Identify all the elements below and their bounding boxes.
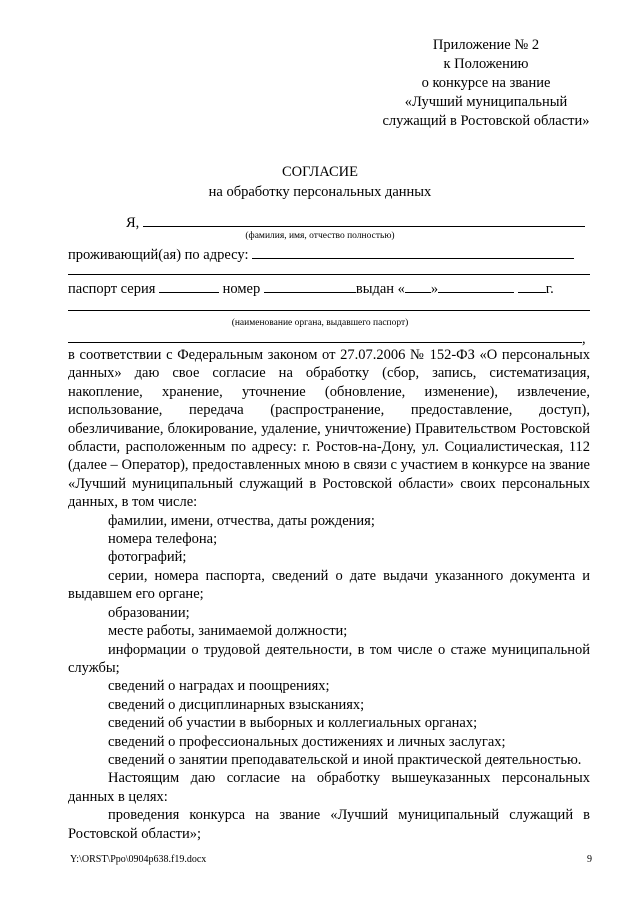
consent-body — [68, 346, 590, 843]
data-item: фамилии, имени, отчества, даты рождения; — [108, 512, 375, 529]
organ-hint: (наименование органа, выдавшего паспорт) — [231, 318, 409, 328]
appendix-line: о конкурсе на звание — [421, 75, 551, 91]
passport-row — [68, 278, 590, 298]
appendix-line: служащий в Ростовской области» — [382, 113, 590, 129]
data-item: номера телефона; — [108, 531, 218, 548]
data-item: сведений о профессиональных достижениях и личных заслугах; — [108, 733, 506, 750]
data-item: образовании; — [108, 604, 190, 621]
address-row-2 — [68, 260, 590, 280]
fio-field[interactable] — [143, 212, 585, 227]
title-main: СОГЛАСИЕ — [281, 164, 359, 180]
data-item: сведений о наградах и поощрениях; — [108, 678, 330, 695]
issued-day-field[interactable] — [405, 278, 431, 293]
appendix-line: «Лучший муниципальный — [404, 94, 568, 110]
document-title — [0, 162, 640, 202]
file-path: Y:\ORST\Ppo\0904p638.f19.docx — [70, 854, 207, 865]
data-item: фотографий; — [108, 549, 187, 566]
data-item: сведений о занятии преподавательской и иной практической деятельностью. — [108, 751, 582, 768]
appendix-line: Приложение № 2 — [432, 37, 540, 53]
page-footer — [70, 854, 592, 866]
quote-close: » — [430, 281, 439, 297]
address-field-2[interactable] — [68, 260, 590, 275]
passport-number-label: номер — [222, 281, 261, 297]
organ-field-2[interactable] — [68, 328, 582, 343]
passport-series-field[interactable] — [159, 278, 219, 293]
organ-row — [68, 296, 590, 316]
year-suffix: г. — [545, 281, 554, 297]
issued-month-field[interactable] — [438, 278, 514, 293]
data-item: серии, номера паспорта, сведений о дате выдачи указанного документа и выдавшем его органе; — [68, 567, 590, 603]
consent-statement: Настоящим даю согласие на обработку вышеуказанных персональных данных в целях: — [68, 770, 590, 805]
data-item: месте работы, занимаемой должности; — [108, 623, 348, 640]
appendix-block — [360, 36, 612, 131]
data-item: информации о трудовой деятельности, в том числе о стаже муниципальной службы; — [68, 641, 590, 676]
fio-hint: (фамилия, имя, отчество полностью) — [245, 231, 395, 241]
consent-intro: в соответствии с Федеральным законом от 27.07.2006 № 152-ФЗ «О персональных данных» даю свое согласие на обработку (сбор, запись, систематизация, накопление, хранение, уточнение (обновление, изменение), извлечение, использование, передача (распространение, предоставление, доступ), обезличивание, блокирование, удаление, уничтожение) Правительством Ростовской области, расположенным по адресу: г. Ростов-на-Дону, ул. Социалистическая, 112 (далее – Оператор), предоставленных мною в связи с участием в конкурсе на звание «Лучший муниципальный служащий в Ростовской области» своих персональных данных, в том числе: — [68, 347, 590, 511]
page-number: 9 — [587, 854, 592, 865]
address-label: проживающий(ая) по адресу: — [68, 247, 249, 263]
data-item: сведений о дисциплинарных взысканиях; — [108, 696, 365, 713]
issued-year-field[interactable] — [518, 278, 546, 293]
organ-field[interactable] — [68, 296, 590, 311]
passport-number-field[interactable] — [264, 278, 356, 293]
passport-series-label: паспорт серия — [68, 281, 156, 297]
address-field[interactable] — [252, 244, 574, 259]
purpose-item: проведения конкурса на звание «Лучший муниципальный служащий в Ростовской области»; — [68, 807, 590, 842]
fio-row — [68, 212, 590, 232]
organ-row-2 — [68, 328, 590, 348]
organ-comma: , — [582, 331, 586, 347]
data-item: сведений об участии в выборных и коллегиальных органах; — [108, 715, 478, 732]
fio-label: Я, — [126, 215, 140, 231]
title-sub: на обработку персональных данных — [208, 184, 432, 200]
appendix-line: к Положению — [443, 56, 529, 72]
issued-label: выдан « — [355, 281, 405, 297]
